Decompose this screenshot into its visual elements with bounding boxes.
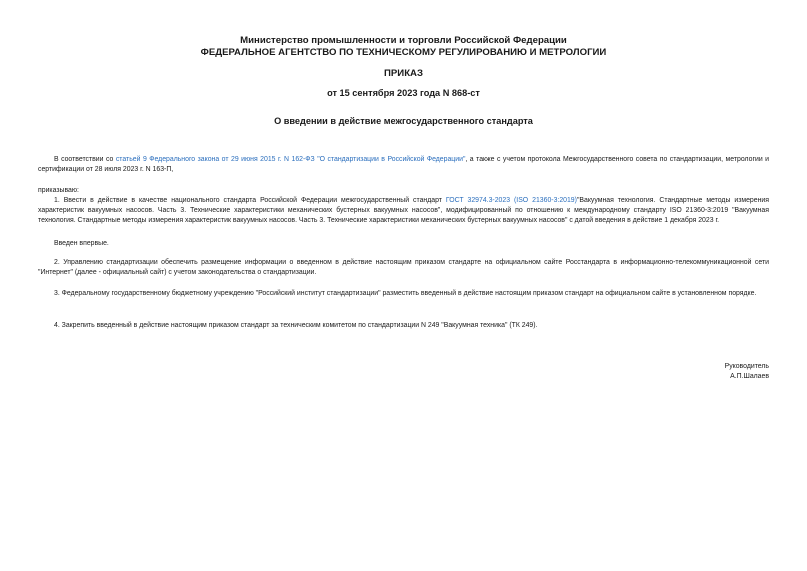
preamble-paragraph <box>38 155 769 175</box>
clause-1-lead: 1. Ввести в действие в качестве национального стандарта Российской Федерации межгосударственный стандарт <box>54 197 446 204</box>
order-word: приказываю: <box>38 187 79 194</box>
ministry-heading: Министерство промышленности и торговли Российской Федерации <box>240 35 567 46</box>
clause-3-paragraph: 3. Федеральному государственному бюджетному учреждению "Российский институт стандартизации" разместить введенный в действие настоящим приказом стандарт на официальном сайте в установленном порядке. <box>54 290 757 297</box>
preamble-lead: В соответствии со <box>54 156 116 163</box>
signature-name: А.П.Шалаев <box>730 373 769 380</box>
clause-2-paragraph: 2. Управлению стандартизации обеспечить размещение информации о введенном в действие настоящим приказом стандарте на официальном сайте Росстандарта в информационно-телекоммуникационной сети "Интернет" (далее - официальный сайт) с учетом законодательства о стандартизации. <box>38 259 769 276</box>
clause-4-paragraph: 4. Закрепить введенный в действие настоящим приказом стандарт за техническим комитетом по стандартизации N 249 "Вакуумная техника" (ТК 249). <box>54 322 538 329</box>
agency-heading: ФЕДЕРАЛЬНОЕ АГЕНТСТВО ПО ТЕХНИЧЕСКОМУ РЕГУЛИРОВАНИЮ И МЕТРОЛОГИИ <box>200 47 607 58</box>
document-type: ПРИКАЗ <box>384 68 423 79</box>
document-title: О введении в действие межгосударственного стандарта <box>274 116 533 126</box>
clause-1-tail: "Вакуумная технология. Стандартные методы измерения характеристик вакуумных насосов. Часть 3. Технические характеристики механических бустерных вакуумных насосов", модифицированный по отношению к международному стандарту ISO 21360-3:2019 "Вакуумная технология. Стандартные методы измерения характеристик вакуумных насосов. Часть 3. Технические характеристики механических бустерных вакуумных насосов" с датой введения в действие 1 декабря 2023 г. <box>38 197 769 224</box>
federal-law-link[interactable]: статьей 9 Федерального закона от 29 июня 2015 г. N 162-ФЗ "О стандартизации в Российской Федерации" <box>115 156 466 163</box>
clause-1-paragraph <box>38 196 769 226</box>
gost-standard-link[interactable]: ГОСТ 32974.3-2023 (ISO 21360-3:2019) <box>445 197 577 204</box>
preamble-tail: , а также с учетом протокола Межгосударственного совета по стандартизации, метрологии и сертификации от 28 июля 2023 г. N 163-П, <box>38 156 770 173</box>
signature-position: Руководитель <box>724 363 769 370</box>
introduced-first-note: Введен впервые. <box>54 240 109 247</box>
document-date-number: от 15 сентября 2023 года N 868-ст <box>327 88 480 98</box>
